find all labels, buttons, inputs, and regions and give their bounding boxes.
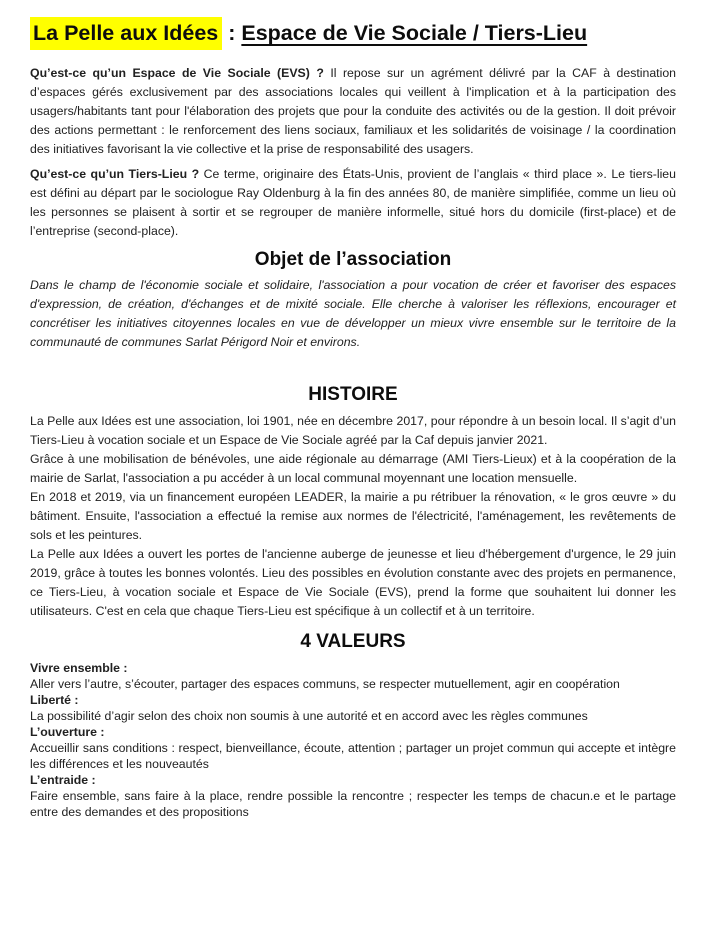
value-label-vivre-ensemble: Vivre ensemble : (30, 661, 128, 675)
paragraph-objet: Dans le champ de l'économie sociale et solidaire, l'association a pour vocation de créer et favoriser des espaces d'expression, de création, d'échanges et de mixité sociale. Elle cherche à valoriser les réflexions, encourager et concrétiser les initiatives citoyennes locales en vue de développer un mieux vivre ensemble sur le territoire de la communauté de communes Sarlat Périgord Noir et environs. (30, 278, 676, 349)
value-label-liberte: Liberté : (30, 693, 79, 707)
value-ouverture (30, 724, 676, 772)
value-liberte (30, 692, 676, 724)
paragraph-tiers-lieu (30, 165, 676, 241)
value-entraide (30, 772, 676, 820)
title-separator: : (222, 21, 242, 45)
histoire-paragraph-4: La Pelle aux Idées a ouvert les portes de l'ancienne auberge de jeunesse et lieu d'hébergement d'urgence, le 29 juin 2019, grâce à toutes les bonnes volontés. Lieu des possibles en évolution constante avec des projets en permanence, ce Tiers-Lieu, à vocation sociale et Espace de Vie Sociale (EVS), prend la forme que souhaitent lui donner les utilisateurs. C'est en cela que chaque Tiers-Lieu est spécifique à un collectif et à un territoire. (30, 547, 676, 618)
heading-objet-association: Objet de l’association (254, 249, 452, 270)
value-text-ouverture: Accueillir sans conditions : respect, bienveillance, écoute, attention ; partager un projet commun qui accepte et intègre les différences et les nouveautés (30, 741, 676, 771)
paragraph-tiers-lieu-lead: Qu’est-ce qu’un Tiers-Lieu ? (30, 167, 200, 181)
paragraph-evs (30, 64, 676, 159)
paragraph-evs-lead: Qu’est-ce qu’un Espace de Vie Sociale (EVS) ? (30, 66, 324, 80)
histoire-paragraph-1: La Pelle aux Idées est une association, loi 1901, née en décembre 2017, pour répondre à un besoin local. Il s’agit d’un Tiers-Lieu à vocation sociale et un Espace de Vie Sociale agréé par la Caf depuis janvier 2021. (30, 414, 676, 447)
value-text-liberte: La possibilité d’agir selon des choix non soumis à une autorité et en accord avec les règles communes (30, 709, 588, 723)
histoire-paragraph-3: En 2018 et 2019, via un financement européen LEADER, la mairie a pu rétribuer la rénovation, « le gros œuvre » du bâtiment. Ensuite, l'association a effectué la remise aux normes de l'électricité, l'aménagement, les revêtements de sols et les peintures. (30, 490, 676, 542)
paragraph-evs-body: Il repose sur un agrément délivré par la CAF à destination d’espaces gérés exclusivement par des associations locales qui veillent à l'implication et à la participation des usagers/habitants tant pour l'élaboration des projets que pour la conduite des activités ou de la gestion. Il doit prévoir des actions permettant : le renforcement des liens sociaux, familiaux et les solidarités de voisinage / la coordination des initiatives favorisant la vie collective et la prise de responsabilité des usagers. (30, 66, 676, 156)
value-label-ouverture: L’ouverture : (30, 725, 105, 739)
paragraph-tiers-lieu-body: Ce terme, originaire des États-Unis, provient de l’anglais « third place ». Le tiers-lieu est défini au départ par le sociologue Ray Oldenburg à la fin des années 80, de manière simplifiée, comme un lieu où les personnes se plaisent à sortir et se regrouper de manière informelle, situé hors du domicile (first-place) et de l’entreprise (second-place). (30, 167, 676, 238)
histoire-paragraph-2: Grâce à une mobilisation de bénévoles, une aide régionale au démarrage (AMI Tiers-Lieux) et à la coopération de la mairie de Sarlat, l'association a pu accéder à un local communal moyennant une location mensuelle. (30, 452, 676, 485)
title-underlined-text: Espace de Vie Sociale / Tiers-Lieu (241, 21, 588, 45)
title-highlighted-text: La Pelle aux Idées (30, 17, 222, 50)
value-vivre-ensemble (30, 660, 676, 692)
page-title (30, 16, 676, 50)
value-text-entraide: Faire ensemble, sans faire à la place, rendre possible la rencontre ; respecter les temps de chacun.e et le partage entre des demandes et des propositions (30, 789, 676, 819)
value-text-vivre-ensemble: Aller vers l’autre, s’écouter, partager des espaces communs, se respecter mutuellement, agir en coopération (30, 677, 620, 691)
value-label-entraide: L’entraide : (30, 773, 96, 787)
heading-histoire: HISTOIRE (308, 384, 398, 405)
heading-4-valeurs: 4 VALEURS (300, 631, 406, 652)
